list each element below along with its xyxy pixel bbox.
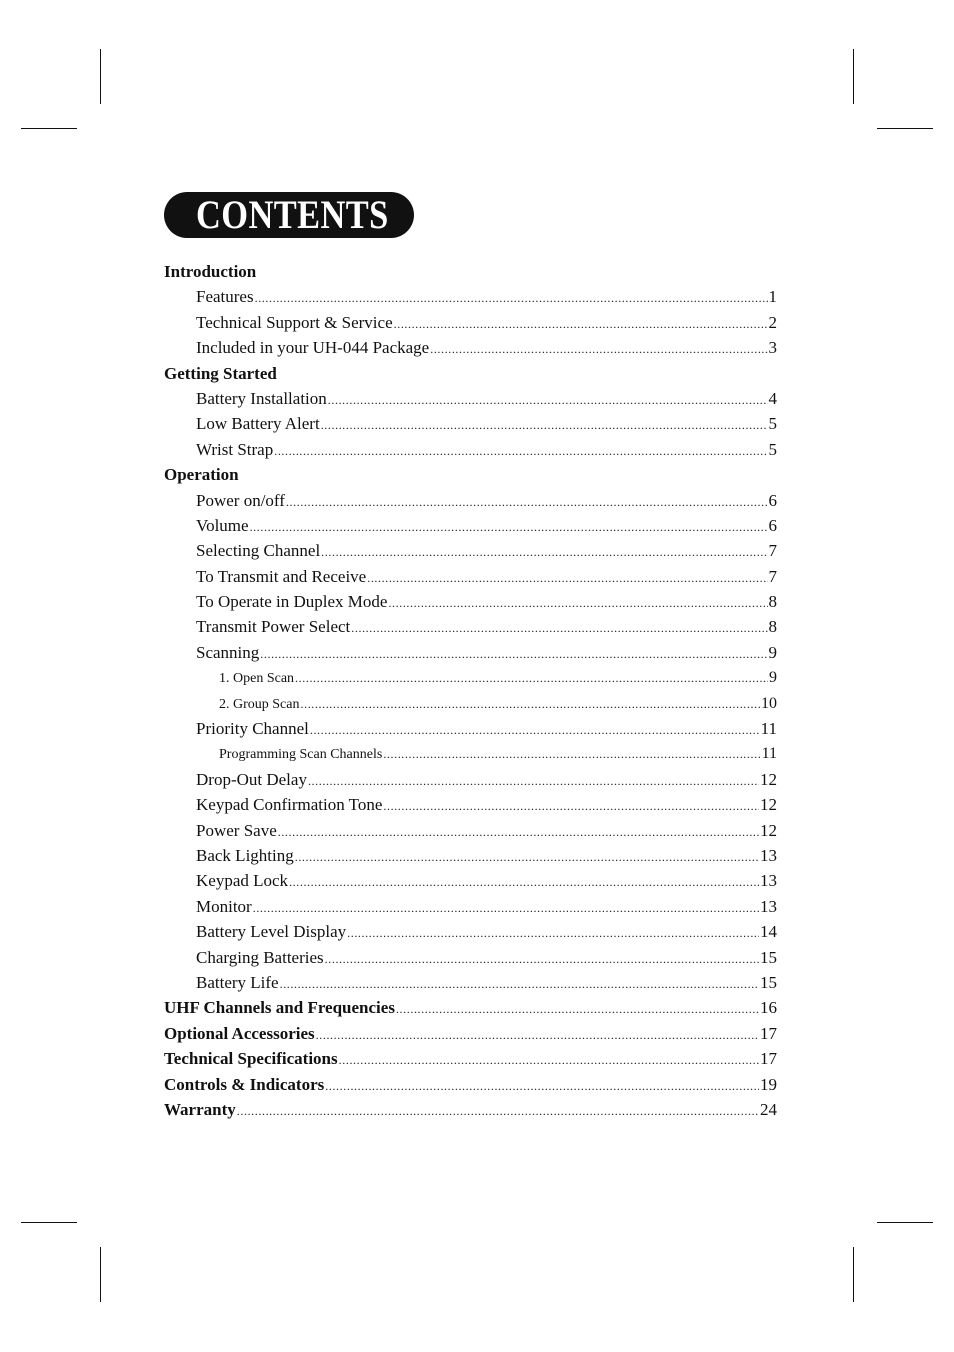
toc-entry-label: Battery Life bbox=[196, 972, 279, 992]
toc-dot-leader bbox=[321, 540, 767, 565]
toc-entry-page-number: 14 bbox=[760, 922, 777, 942]
toc-entry-label: 1. Open Scan bbox=[219, 671, 295, 687]
toc-entry-label: Features bbox=[196, 287, 254, 307]
toc-entry[interactable] bbox=[164, 868, 777, 893]
toc-entry-label: Optional Accessories bbox=[164, 1023, 315, 1043]
toc-dot-leader bbox=[394, 312, 768, 337]
toc-dot-leader bbox=[383, 794, 759, 819]
toc-entry-page-number: 7 bbox=[768, 566, 777, 586]
toc-entry[interactable] bbox=[164, 564, 777, 589]
toc-section-entry[interactable] bbox=[164, 995, 777, 1020]
toc-dot-leader bbox=[316, 1023, 759, 1048]
toc-entry-page-number: 13 bbox=[760, 871, 777, 891]
crop-mark-bottom-left-vertical bbox=[100, 1247, 101, 1302]
toc-dot-leader bbox=[274, 439, 767, 464]
toc-entry-label: Getting Started bbox=[164, 363, 277, 383]
toc-entry-page-number: 12 bbox=[760, 820, 777, 840]
toc-dot-leader bbox=[255, 286, 768, 311]
toc-dot-leader bbox=[310, 718, 760, 743]
toc-entry[interactable] bbox=[164, 284, 777, 309]
toc-entry-page-number: 5 bbox=[768, 414, 777, 434]
toc-section-entry[interactable] bbox=[164, 462, 777, 487]
toc-entry[interactable] bbox=[164, 335, 777, 360]
toc-dot-leader bbox=[237, 1099, 759, 1124]
toc-entry-label: Selecting Channel bbox=[196, 541, 321, 561]
toc-entry[interactable] bbox=[164, 538, 777, 563]
toc-entry-page-number: 13 bbox=[760, 896, 777, 916]
toc-entry-label: UHF Channels and Frequencies bbox=[164, 998, 395, 1018]
toc-entry-page-number: 1 bbox=[768, 287, 777, 307]
toc-entry[interactable] bbox=[164, 665, 777, 690]
toc-entry-page-number: 13 bbox=[760, 845, 777, 865]
toc-dot-leader bbox=[388, 591, 767, 616]
toc-dot-leader bbox=[253, 896, 759, 921]
toc-entry-page-number: 24 bbox=[760, 1099, 777, 1119]
toc-dot-leader bbox=[295, 666, 768, 691]
toc-dot-leader bbox=[286, 490, 768, 515]
toc-entry-page-number: 9 bbox=[769, 669, 777, 687]
toc-entry-label: Programming Scan Channels bbox=[219, 747, 383, 763]
toc-dot-leader bbox=[321, 413, 768, 438]
table-of-contents bbox=[164, 259, 777, 1122]
toc-dot-leader bbox=[339, 1048, 759, 1073]
toc-dot-leader bbox=[325, 947, 759, 972]
toc-dot-leader bbox=[328, 388, 768, 413]
toc-entry-page-number: 4 bbox=[768, 388, 777, 408]
toc-section-entry[interactable] bbox=[164, 1097, 777, 1122]
toc-entry-label: Volume bbox=[196, 515, 249, 535]
toc-section-entry[interactable] bbox=[164, 1072, 777, 1097]
toc-entry[interactable] bbox=[164, 970, 777, 995]
toc-entry-page-number: 11 bbox=[760, 719, 777, 739]
toc-entry[interactable] bbox=[164, 767, 777, 792]
toc-dot-leader bbox=[347, 921, 759, 946]
toc-entry-page-number: 17 bbox=[760, 1049, 777, 1069]
toc-entry-label: Back Lighting bbox=[196, 845, 294, 865]
crop-mark-top-left-vertical bbox=[100, 49, 101, 104]
toc-entry-label: Scanning bbox=[196, 642, 260, 662]
toc-dot-leader bbox=[367, 566, 767, 591]
toc-entry[interactable] bbox=[164, 691, 777, 716]
crop-mark-bottom-left-horizontal bbox=[21, 1222, 77, 1223]
toc-entry[interactable] bbox=[164, 741, 777, 766]
contents-title-banner bbox=[164, 192, 414, 238]
toc-section-entry[interactable] bbox=[164, 1021, 777, 1046]
toc-dot-leader bbox=[383, 742, 760, 767]
toc-dot-leader bbox=[325, 1074, 759, 1099]
toc-entry[interactable] bbox=[164, 437, 777, 462]
toc-dot-leader bbox=[295, 845, 759, 870]
toc-section-entry[interactable] bbox=[164, 361, 777, 386]
toc-entry[interactable] bbox=[164, 589, 777, 614]
toc-entry-page-number: 8 bbox=[768, 592, 777, 612]
toc-entry[interactable] bbox=[164, 640, 777, 665]
toc-entry-page-number: 6 bbox=[768, 515, 777, 535]
toc-dot-leader bbox=[250, 515, 768, 540]
toc-entry-label: Transmit Power Select bbox=[196, 617, 351, 637]
toc-entry-label: Drop-Out Delay bbox=[196, 769, 307, 789]
toc-entry-page-number: 15 bbox=[760, 947, 777, 967]
toc-entry-label: Technical Specifications bbox=[164, 1049, 338, 1069]
toc-entry-label: Charging Batteries bbox=[196, 947, 324, 967]
toc-entry[interactable] bbox=[164, 945, 777, 970]
toc-entry-page-number: 12 bbox=[760, 769, 777, 789]
toc-dot-leader bbox=[278, 820, 759, 845]
toc-entry-label: 2. Group Scan bbox=[219, 696, 300, 712]
toc-dot-leader bbox=[280, 972, 759, 997]
toc-entry-label: Priority Channel bbox=[196, 719, 309, 739]
toc-entry[interactable] bbox=[164, 792, 777, 817]
toc-entry-label: Battery Installation bbox=[196, 388, 327, 408]
toc-entry-label: Power Save bbox=[196, 820, 277, 840]
crop-mark-top-right-vertical bbox=[853, 49, 854, 104]
toc-entry-page-number: 8 bbox=[768, 617, 777, 637]
toc-entry-page-number: 12 bbox=[760, 795, 777, 815]
toc-dot-leader bbox=[308, 769, 759, 794]
toc-dot-leader bbox=[396, 997, 759, 1022]
toc-dot-leader bbox=[260, 642, 767, 667]
toc-entry[interactable] bbox=[164, 310, 777, 335]
toc-entry-label: Operation bbox=[164, 465, 239, 485]
toc-entry-page-number: 9 bbox=[768, 642, 777, 662]
toc-dot-leader bbox=[430, 337, 767, 362]
toc-entry-page-number: 6 bbox=[768, 490, 777, 510]
toc-entry[interactable] bbox=[164, 843, 777, 868]
crop-mark-top-right-horizontal bbox=[877, 128, 933, 129]
toc-entry[interactable] bbox=[164, 411, 777, 436]
toc-entry-page-number: 3 bbox=[768, 338, 777, 358]
toc-entry[interactable] bbox=[164, 513, 777, 538]
crop-mark-top-left-horizontal bbox=[21, 128, 77, 129]
toc-entry[interactable] bbox=[164, 919, 777, 944]
toc-entry-page-number: 2 bbox=[768, 312, 777, 332]
toc-entry-label: Keypad Lock bbox=[196, 871, 289, 891]
toc-section-entry[interactable] bbox=[164, 259, 777, 284]
toc-entry-page-number: 10 bbox=[761, 694, 777, 712]
toc-entry-label: Monitor bbox=[196, 896, 252, 916]
toc-entry[interactable] bbox=[164, 488, 777, 513]
toc-entry-label: Power on/off bbox=[196, 490, 285, 510]
toc-entry-label: Battery Level Display bbox=[196, 922, 347, 942]
toc-entry-label: Low Battery Alert bbox=[196, 414, 320, 434]
toc-dot-leader bbox=[301, 692, 761, 717]
toc-entry-page-number: 11 bbox=[761, 745, 777, 763]
toc-entry-label: Controls & Indicators bbox=[164, 1074, 325, 1094]
toc-entry-page-number: 16 bbox=[760, 998, 777, 1018]
toc-entry-label: To Transmit and Receive bbox=[196, 566, 367, 586]
toc-entry[interactable] bbox=[164, 716, 777, 741]
toc-entry-label: Introduction bbox=[164, 262, 257, 281]
toc-entry-page-number: 19 bbox=[760, 1074, 777, 1094]
toc-entry-label: Warranty bbox=[164, 1099, 236, 1119]
toc-dot-leader bbox=[289, 870, 759, 895]
toc-dot-leader bbox=[351, 616, 767, 641]
toc-entry[interactable] bbox=[164, 614, 777, 639]
toc-entry-page-number: 15 bbox=[760, 972, 777, 992]
toc-entry-label: Included in your UH-044 Package bbox=[196, 338, 430, 358]
toc-entry[interactable] bbox=[164, 386, 777, 411]
toc-entry-label: Keypad Confirmation Tone bbox=[196, 795, 383, 815]
toc-section-entry[interactable] bbox=[164, 1046, 777, 1071]
toc-entry-label: To Operate in Duplex Mode bbox=[196, 592, 388, 612]
crop-mark-bottom-right-horizontal bbox=[877, 1222, 933, 1223]
toc-entry-label: Wrist Strap bbox=[196, 439, 274, 459]
toc-entry-page-number: 7 bbox=[768, 541, 777, 561]
page-title: CONTENTS bbox=[196, 192, 389, 237]
crop-mark-bottom-right-vertical bbox=[853, 1247, 854, 1302]
toc-entry-page-number: 17 bbox=[760, 1023, 777, 1043]
toc-entry-page-number: 5 bbox=[768, 439, 777, 459]
toc-entry[interactable] bbox=[164, 894, 777, 919]
toc-entry-label: Technical Support & Service bbox=[196, 312, 393, 332]
toc-entry[interactable] bbox=[164, 818, 777, 843]
